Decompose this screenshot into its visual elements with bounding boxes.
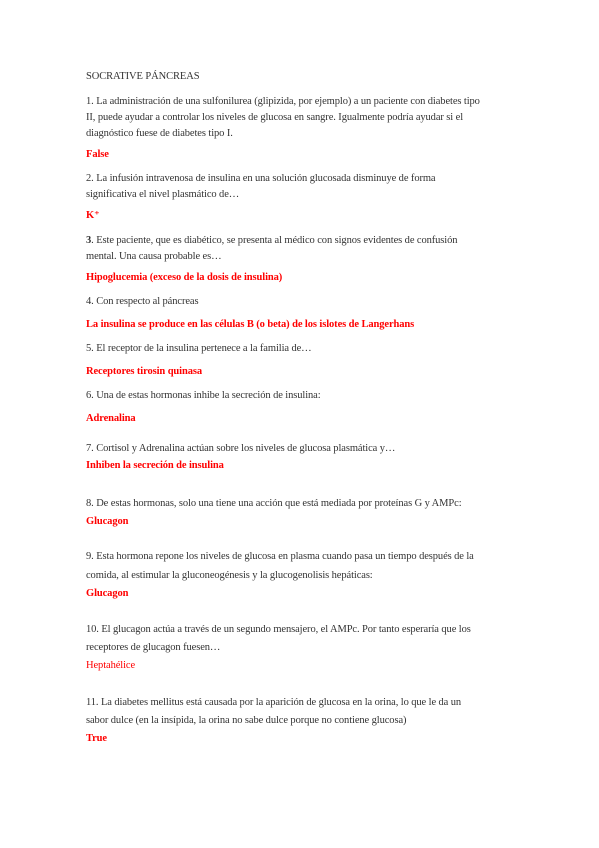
answer-5: Receptores tirosin quinasa (86, 366, 203, 377)
question-2-line-2: significativa el nivel plasmático de… (86, 189, 240, 200)
answer-6: Adrenalina (86, 413, 136, 424)
question-5-line-1: 5. El receptor de la insulina pertenece a la familia de… (86, 343, 312, 354)
answer-9: Glucagon (86, 588, 129, 599)
question-4-line-1: 4. Con respecto al páncreas (86, 296, 199, 307)
question-10-line-1: 10. El glucagon actúa a través de un segundo mensajero, el AMPc. Por tanto esperaría que los (86, 624, 471, 635)
question-3-line-1 (86, 233, 457, 249)
question-6-line-1: 6. Una de estas hormonas inhibe la secreción de insulina: (86, 390, 321, 401)
answer-1: False (86, 149, 109, 160)
question-1-line-1: 1. La administración de una sulfonilurea (glipizida, por ejemplo) a un paciente con diabetes tipo (86, 96, 480, 107)
question-11-line-2: sabor dulce (en la insípida, la orina no sabe dulce porque no contiene glucosa) (86, 715, 407, 726)
answer-2: K⁺ (86, 210, 100, 221)
document-title: SOCRATIVE PÁNCREAS (86, 71, 200, 82)
answer-4: La insulina se produce en las células B (o beta) de los islotes de Langerhans (86, 319, 415, 330)
answer-11: True (86, 733, 107, 744)
question-2-line-1: 2. La infusión intravenosa de insulina en una solución glucosada disminuye de forma (86, 173, 436, 184)
question-10-line-2: receptores de glucagon fuesen… (86, 642, 221, 653)
question-1-line-2: II, puede ayudar a controlar los niveles de glucosa en sangre. Igualmente podría ayudar si el (86, 112, 464, 123)
question-3-line-2: mental. Una causa probable es… (86, 251, 222, 262)
question-9-line-2: comida, al estimular la gluconeogénesis y la glucogenolisis hepáticas: (86, 570, 373, 581)
answer-10: Heptahélice (86, 660, 136, 671)
question-3-text: . Este paciente, que es diabético, se presenta al médico con signos evidentes de confusión (91, 235, 458, 246)
answer-3: Hipoglucemia (exceso de la dosis de insulina) (86, 272, 283, 283)
answer-8: Glucagon (86, 516, 129, 527)
question-11-line-1: 11. La diabetes mellitus está causada por la aparición de glucosa en la orina, lo que le da un (86, 697, 462, 708)
question-1-line-3: diagnóstico fuese de diabetes tipo I. (86, 128, 233, 139)
question-8-line-1: 8. De estas hormonas, solo una tiene una acción que está mediada por proteínas G y AMPc: (86, 498, 462, 509)
answer-7: Inhiben la secreción de insulina (86, 460, 224, 471)
question-9-line-1: 9. Esta hormona repone los niveles de glucosa en plasma cuando pasa un tiempo después de la (86, 551, 474, 562)
question-7-line-1: 7. Cortisol y Adrenalina actúan sobre los niveles de glucosa plasmática y… (86, 443, 396, 454)
question-3-number: 3 (86, 235, 92, 246)
